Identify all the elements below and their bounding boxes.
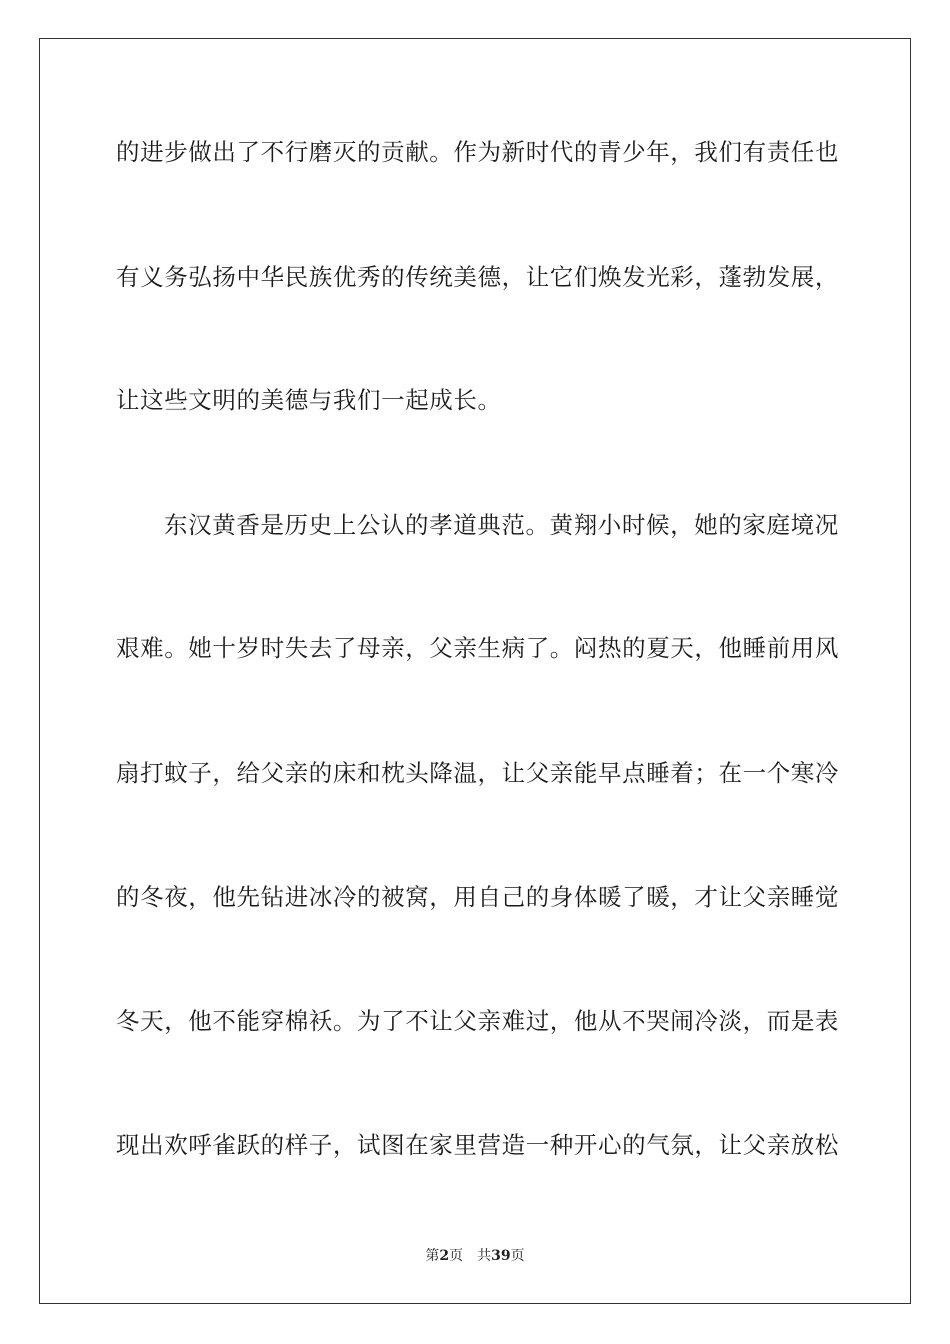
body-text-line: 的冬夜，他先钻进冰冷的被窝，用自己的身体暖了暖，才让父亲睡觉	[116, 883, 839, 911]
body-text-line: 艰难。她十岁时失去了母亲，父亲生病了。闷热的夏天，他睡前用风	[116, 634, 839, 662]
body-text-line: 冬天，他不能穿棉袄。为了不让父亲难过，他从不哭闹冷淡，而是表	[116, 1007, 839, 1035]
total-prefix: 共	[477, 1248, 492, 1264]
body-text-line: 的进步做出了不行磨灭的贡献。作为新时代的青少年，我们有责任也	[116, 138, 839, 166]
page-prefix: 第	[425, 1248, 440, 1264]
total-suffix: 页	[510, 1248, 525, 1264]
page-suffix: 页	[449, 1248, 464, 1264]
body-text-line: 扇打蚊子，给父亲的床和枕头降温，让父亲能早点睡着；在一个寒冷	[116, 759, 839, 787]
body-text-line: 现出欢呼雀跃的样子，试图在家里营造一种开心的气氛，让父亲放松	[116, 1131, 839, 1159]
page-footer	[0, 1247, 950, 1265]
body-text-line: 让这些文明的美德与我们一起成长。	[116, 386, 502, 414]
total-pages: 39	[491, 1248, 511, 1264]
page-border	[39, 38, 911, 1304]
body-text-line: 有义务弘扬中华民族优秀的传统美德，让它们焕发光彩，蓬勃发展，	[116, 263, 839, 291]
paragraph-first-line: 东汉黄香是历史上公认的孝道典范。黄翔小时候，她的家庭境况	[164, 511, 839, 539]
page-number: 2	[439, 1248, 450, 1264]
